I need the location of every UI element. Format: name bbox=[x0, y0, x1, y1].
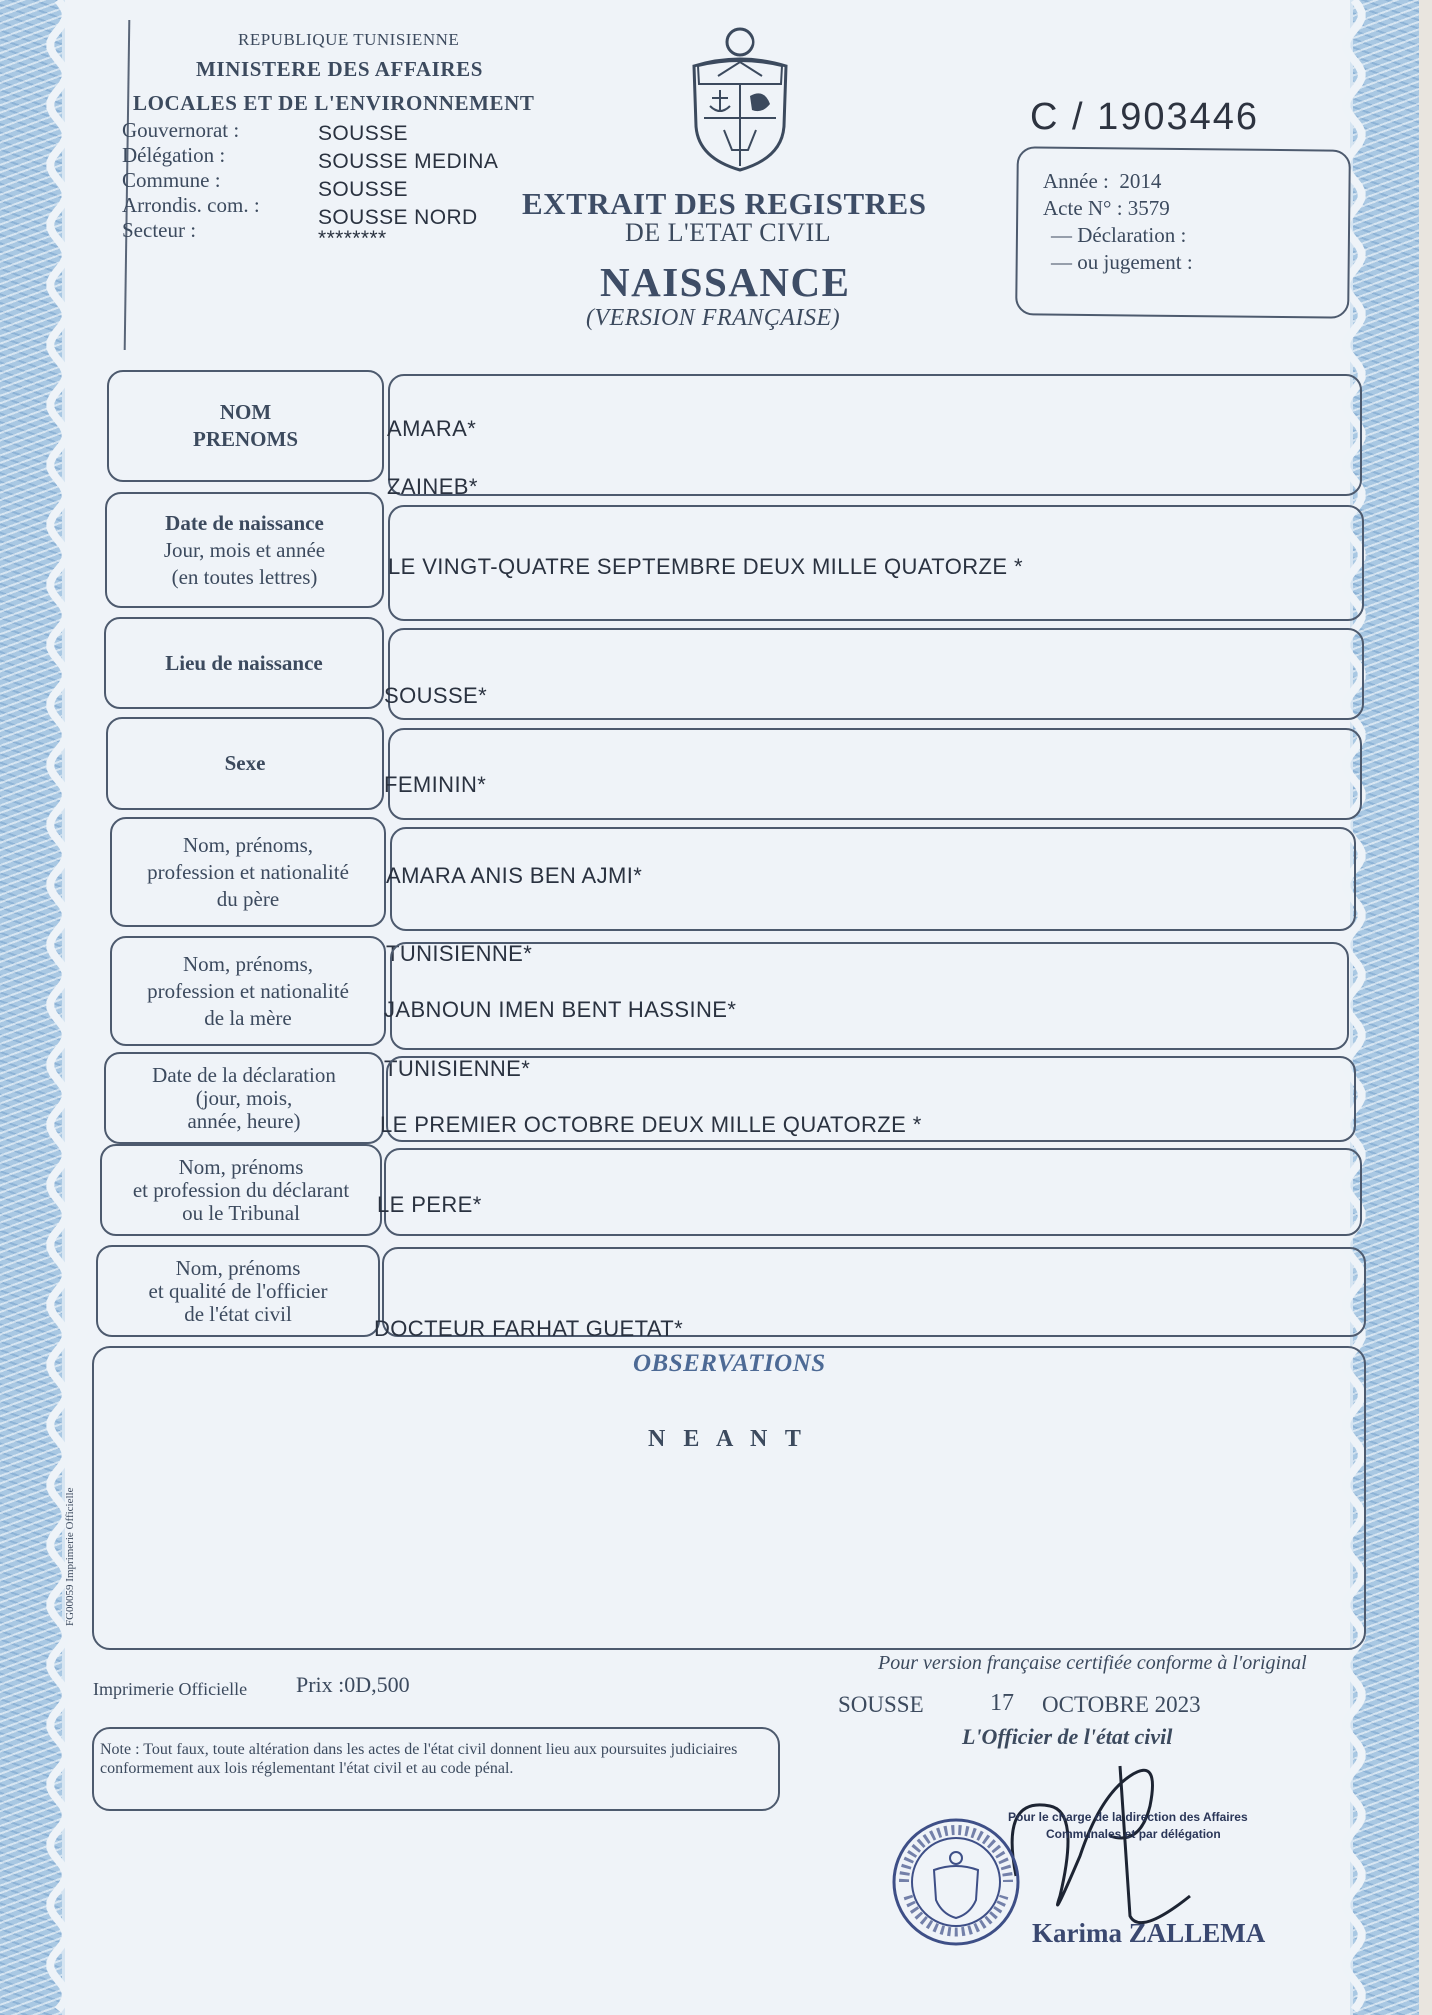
value-officier: DOCTEUR FARHAT GUETAT* bbox=[374, 1316, 684, 1341]
side-print-code: FG00059 Imprimerie Officielle bbox=[64, 1487, 76, 1626]
acte-value: 3579 bbox=[1127, 196, 1170, 220]
label-pere-2: profession et nationalité bbox=[147, 859, 349, 884]
label-nom: NOM bbox=[219, 400, 272, 424]
officer-title-text: L'Officier de l'état civil bbox=[962, 1724, 1173, 1749]
value-secteur: ******** bbox=[318, 227, 387, 250]
official-stamp-icon bbox=[890, 1816, 1022, 1948]
acte-label: Acte N° : bbox=[1043, 196, 1123, 220]
value-box-lieu-naissance bbox=[388, 628, 1364, 720]
value-box-mere bbox=[390, 942, 1349, 1050]
value-mere-nom: JABNOUN IMEN BENT HASSINE* bbox=[384, 997, 737, 1022]
value-pere-nom: AMARA ANIS BEN AJMI* bbox=[386, 863, 643, 888]
observations-title: OBSERVATIONS bbox=[633, 1350, 826, 1377]
value-nom: AMARA* bbox=[387, 416, 477, 441]
label-officier-3: de l'état civil bbox=[184, 1301, 292, 1326]
label-box-pere bbox=[110, 817, 386, 927]
label-officier-2: et qualité de l'officier bbox=[148, 1278, 328, 1303]
imprimerie-text: Imprimerie Officielle bbox=[93, 1679, 248, 1699]
label-date-declaration-2: (jour, mois, bbox=[195, 1085, 293, 1110]
label-box-mere bbox=[110, 936, 386, 1046]
label-date-declaration-3: année, heure) bbox=[187, 1108, 301, 1133]
label-date-naissance-sub1: Jour, mois et année bbox=[163, 537, 326, 562]
annee-label: Année : bbox=[1043, 169, 1109, 193]
label-box-date-declaration bbox=[104, 1052, 384, 1144]
label-mere-2: profession et nationalité bbox=[147, 978, 349, 1003]
label-arrondis: Arrondis. com. : bbox=[122, 193, 260, 217]
label-date-naissance: Date de naissance bbox=[165, 510, 324, 535]
signatory-name: Karima ZALLEMA bbox=[1032, 1918, 1266, 1948]
label-mere-1: Nom, prénoms, bbox=[182, 951, 314, 976]
label-sexe: Sexe bbox=[224, 751, 266, 775]
label-box-lieu-naissance bbox=[104, 617, 384, 709]
label-date-naissance-sub2: (en toutes lettres) bbox=[171, 564, 318, 589]
label-declarant-2: et profession du déclarant bbox=[132, 1177, 350, 1202]
stamp-text-line1: Pour le charge de la direction des Affaires bbox=[1008, 1810, 1248, 1824]
value-sexe: FEMININ* bbox=[384, 772, 487, 797]
value-commune: SOUSSE bbox=[318, 178, 408, 201]
day-text: 17 bbox=[990, 1690, 1014, 1716]
title-line2: DE L'ETAT CIVIL bbox=[625, 218, 832, 247]
value-box-sexe bbox=[388, 728, 1362, 820]
ministry-line2: LOCALES ET DE L'ENVIRONNEMENT bbox=[133, 91, 535, 115]
label-box-nom-prenoms bbox=[107, 370, 384, 482]
label-pere-1: Nom, prénoms, bbox=[182, 832, 314, 857]
label-prenoms: PRENOMS bbox=[193, 427, 298, 451]
label-box-date-naissance bbox=[105, 492, 384, 608]
value-lieu-naissance: SOUSSE* bbox=[384, 683, 488, 708]
certification-text: Pour version française certifiée conforme à l'original bbox=[878, 1652, 1307, 1674]
value-date-naissance: LE VINGT-QUATRE SEPTEMBRE DEUX MILLE QUATORZE * bbox=[388, 554, 1023, 579]
label-declarant-1: Nom, prénoms bbox=[178, 1154, 304, 1179]
declaration-label: — Déclaration : bbox=[1051, 223, 1187, 247]
label-box-sexe bbox=[106, 717, 384, 810]
ministry-line1: MINISTERE DES AFFAIRES bbox=[196, 57, 484, 81]
document-type-title: NAISSANCE bbox=[600, 259, 851, 305]
value-date-declaration: LE PREMIER OCTOBRE DEUX MILLE QUATORZE * bbox=[380, 1112, 922, 1137]
label-commune: Commune : bbox=[122, 168, 221, 192]
jugement-label: — ou jugement : bbox=[1051, 250, 1193, 274]
republic-text: REPUBLIQUE TUNISIENNE bbox=[238, 30, 460, 49]
stamp-text-line2: Communales et par délégation bbox=[1046, 1827, 1221, 1841]
left-wave-edge bbox=[0, 0, 70, 2015]
version-subtitle: (VERSION FRANÇAISE) bbox=[586, 305, 841, 331]
right-wave-edge bbox=[1340, 0, 1420, 2015]
observations-box bbox=[92, 1346, 1366, 1650]
label-lieu-naissance: Lieu de naissance bbox=[165, 650, 323, 675]
label-box-officier bbox=[96, 1245, 380, 1337]
label-delegation: Délégation : bbox=[122, 143, 226, 167]
label-declarant-3: ou le Tribunal bbox=[182, 1200, 300, 1225]
value-box-declarant bbox=[384, 1148, 1362, 1236]
value-mere-nationalite: TUNISIENNE* bbox=[384, 1056, 531, 1081]
tunisian-emblem-icon bbox=[684, 26, 796, 174]
label-box-declarant bbox=[100, 1144, 382, 1236]
place-text: SOUSSE bbox=[838, 1692, 924, 1717]
month-year-text: OCTOBRE 2023 bbox=[1042, 1692, 1201, 1717]
serial-number: C / 1903446 bbox=[1030, 96, 1260, 138]
label-mere-3: de la mère bbox=[204, 1005, 292, 1030]
label-secteur: Secteur : bbox=[122, 218, 197, 242]
header-field-values bbox=[318, 120, 499, 250]
label-date-declaration-1: Date de la déclaration bbox=[152, 1062, 336, 1087]
header-field-labels bbox=[122, 118, 260, 243]
legal-note-text: Note : Tout faux, toute altération dans les actes de l'état civil donnent lieu aux poursuites judiciaires conformement aux lois réglementant l'état civil et au code pénal. bbox=[100, 1741, 738, 1777]
annee-value: 2014 bbox=[1119, 169, 1162, 193]
observations-text: N E A N T bbox=[648, 1426, 807, 1452]
value-declarant: LE PERE* bbox=[377, 1192, 482, 1217]
acte-info-content bbox=[1043, 168, 1193, 276]
label-pere-3: du père bbox=[216, 886, 280, 911]
value-gouvernorat: SOUSSE bbox=[318, 122, 408, 145]
value-delegation: SOUSSE MEDINA bbox=[318, 150, 499, 173]
value-box-nom-prenoms bbox=[388, 374, 1362, 496]
price-text: Prix :0D,500 bbox=[296, 1672, 410, 1697]
label-gouvernorat: Gouvernorat : bbox=[122, 118, 240, 142]
title-line1: EXTRAIT DES REGISTRES bbox=[522, 186, 927, 221]
value-prenoms: ZAINEB* bbox=[387, 474, 478, 499]
value-pere-nationalite: TUNISIENNE* bbox=[386, 941, 533, 966]
label-officier-1: Nom, prénoms bbox=[175, 1255, 301, 1280]
value-arrondis: SOUSSE NORD bbox=[318, 206, 478, 229]
